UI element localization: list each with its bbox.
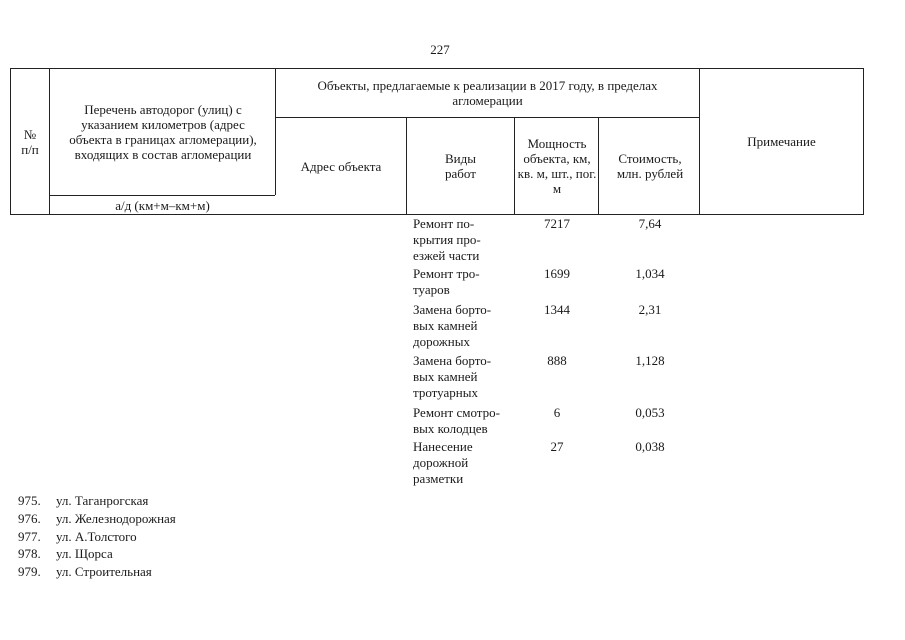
cost-value: 2,31 [638,302,662,317]
work-type: Ремонт смотро- вых колодцев [413,405,500,436]
cost-value: 0,053 [635,405,665,420]
street-item [18,510,176,527]
header-note-col: Примечание [747,134,816,149]
street-name: ул. Железнодорожная [56,511,176,526]
street-name: ул. Строительная [56,564,152,579]
work-type: Ремонт тро- туаров [413,266,480,297]
street-number: 976. [18,511,41,526]
street-item [18,528,137,545]
header-objects-group: Объекты, предлагаемые к реализации в 2017 году, в пределах агломерации [317,78,658,108]
cost-value: 1,128 [635,353,665,368]
capacity-value: 7217 [544,216,570,231]
header-capacity-col: Мощность объекта, км, кв. м, шт., пог. м [517,136,597,196]
cost-value: 7,64 [638,216,662,231]
work-type: Замена борто- вых камней дорожных [413,302,492,349]
cost-value: 0,038 [635,439,665,454]
header-cost-col: Стоимость, млн. рублей [616,151,684,181]
header-works-col: Виды работ [445,151,476,181]
table-header [0,0,905,220]
header-num-col: № п/п [21,126,39,157]
capacity-value: 6 [553,405,561,420]
street-item [18,492,148,509]
work-type: Замена борто- вых камней тротуарных [413,353,492,400]
street-item [18,545,113,562]
street-name: ул. А.Толстого [56,529,137,544]
street-number: 979. [18,564,41,579]
capacity-value: 27 [550,439,564,454]
page-number: 227 [430,42,450,57]
header-roads-sub: а/д (км+м–км+м) [115,197,210,213]
cost-value: 1,034 [635,266,665,281]
header-roads-col: Перечень автодорог (улиц) с указанием километров (адрес объекта в границах агломерации), входящих в состав агломерации [69,102,257,162]
street-name: ул. Таганрогская [56,493,149,508]
street-number: 975. [18,493,41,508]
capacity-value: 1344 [544,302,570,317]
capacity-value: 888 [547,353,567,368]
street-number: 978. [18,546,41,561]
header-address-col: Адрес объекта [300,158,382,174]
capacity-value: 1699 [544,266,570,281]
work-type: Нанесение дорожной разметки [413,439,473,486]
street-name: ул. Щорса [56,546,113,561]
street-item [18,563,152,580]
work-type: Ремонт по- крытия про- езжей части [413,216,481,263]
street-number: 977. [18,529,41,544]
